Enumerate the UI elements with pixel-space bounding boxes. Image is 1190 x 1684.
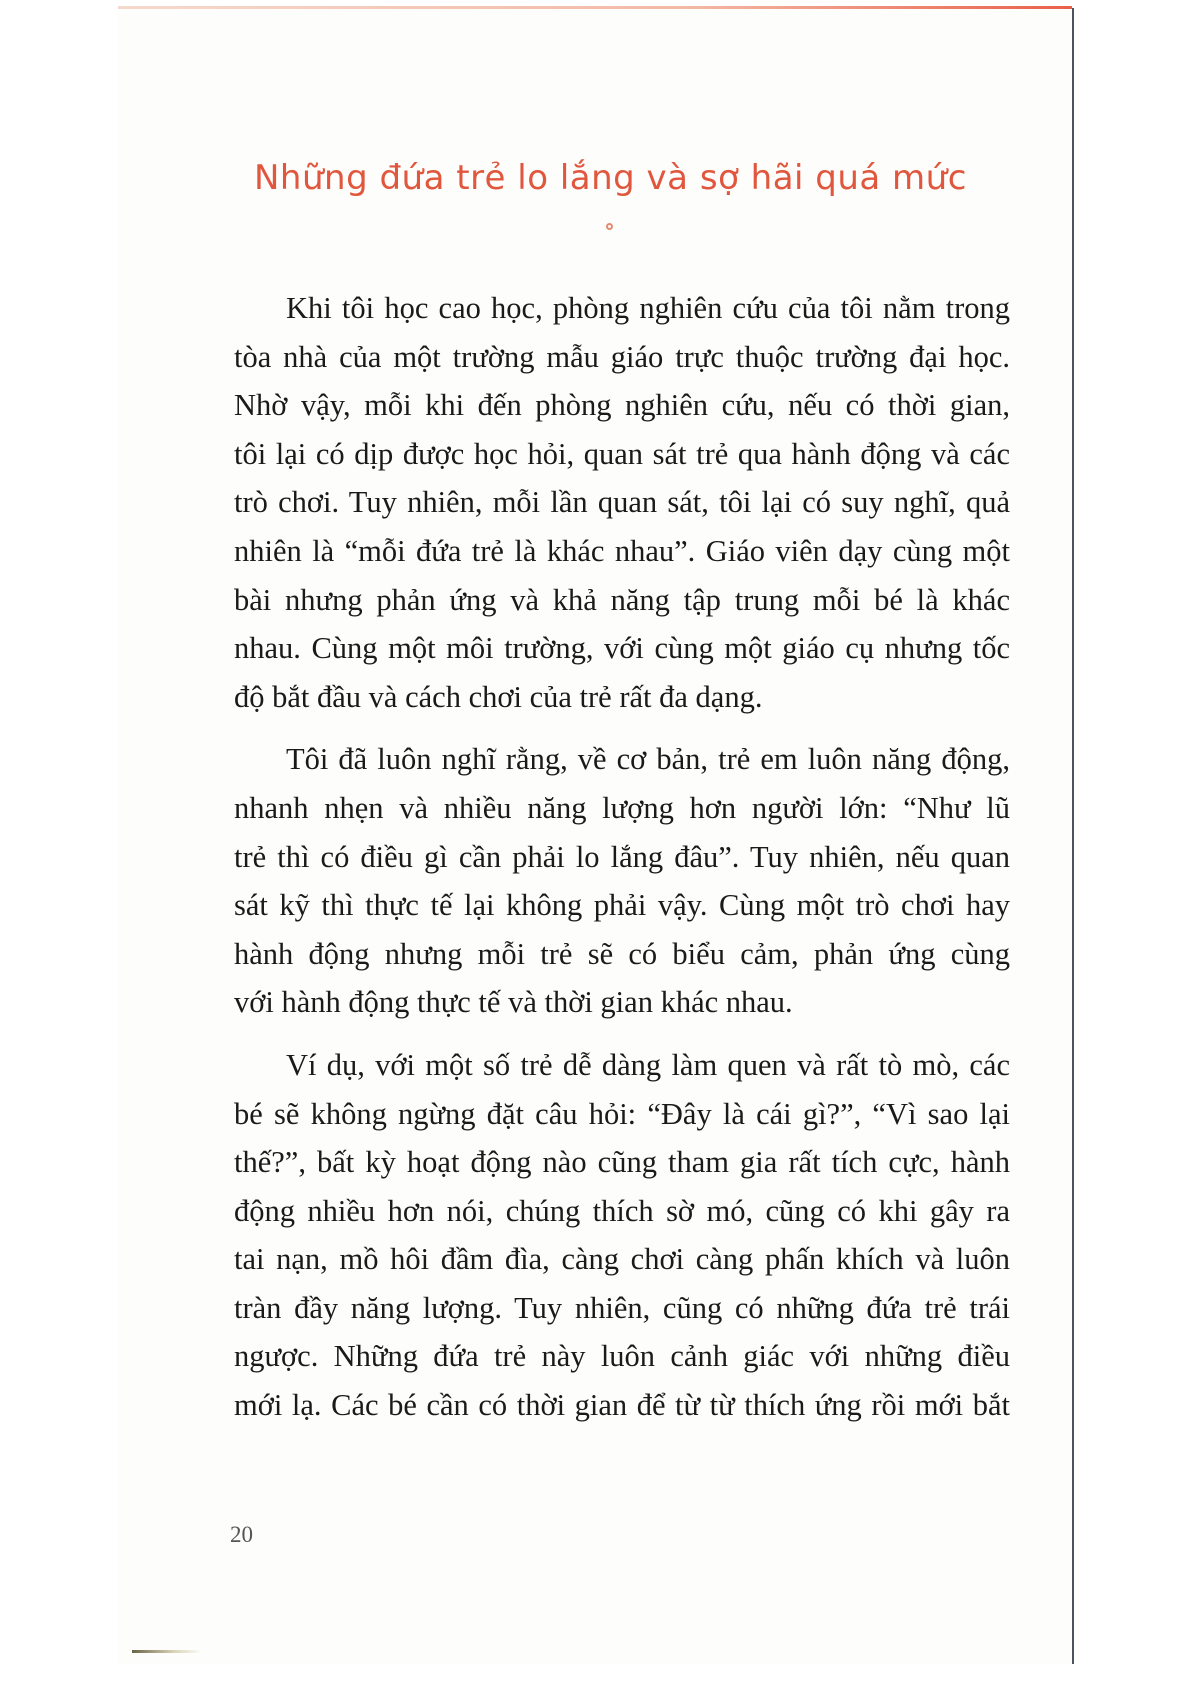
text-line: ngược. Những đứa trẻ này luôn cảnh giác với những điều [234,1339,1010,1374]
paragraph-2 [234,735,1010,1027]
page-number: 20 [230,1522,253,1547]
text-line: nhiên là “mỗi đứa trẻ là khác nhau”. Giáo viên dạy cùng một [234,533,1010,568]
text-line: Nhờ vậy, mỗi khi đến phòng nghiên cứu, nếu có thời gian, [234,388,1010,423]
text-line: thế?”, bất kỳ hoạt động nào cũng tham gia rất tích cực, hành [234,1145,1010,1180]
text-line: Tôi đã luôn nghĩ rằng, về cơ bản, trẻ em luôn năng động, [286,742,1010,777]
text-line: tòa nhà của một trường mẫu giáo trực thuộc trường đại học. [234,339,1010,374]
paragraph-3 [234,1041,1010,1430]
text-line: động nhiều hơn nói, chúng thích sờ mó, cũng có khi gây ra [234,1193,1010,1228]
chapter-title: Những đứa trẻ lo lắng và sợ hãi quá mức [254,158,967,198]
paragraph-1 [234,284,1010,721]
text-line: trẻ thì có điều gì cần phải lo lắng đâu”. Tuy nhiên, nếu quan [234,839,1010,874]
text-line: bài nhưng phản ứng và khả năng tập trung mỗi bé là khác [234,582,1010,617]
text-line: nhau. Cùng một môi trường, với cùng một giáo cụ nhưng tốc [234,631,1010,666]
text-line: với hành động thực tế và thời gian khác nhau. [234,985,793,1020]
text-line: Khi tôi học cao học, phòng nghiên cứu của tôi nằm trong [286,291,1010,325]
text-line: nhanh nhẹn và nhiều năng lượng hơn người lớn: “Như lũ [234,790,1010,825]
text-line: sát kỹ thì thực tế lại không phải vậy. Cùng một trò chơi hay [234,888,1010,923]
text-line: hành động nhưng mỗi trẻ sẽ có biểu cảm, phản ứng cùng [234,936,1010,971]
text-line: tai nạn, mồ hôi đầm đìa, càng chơi càng phấn khích và luôn [234,1242,1010,1277]
page-bottom-mark [132,1650,202,1653]
text-line: bé sẽ không ngừng đặt câu hỏi: “Đây là cái gì?”, “Vì sao lại [234,1096,1010,1131]
text-line: tôi lại có dịp được học hỏi, quan sát trẻ qua hành động và các [234,436,1010,471]
title-ornament-icon [606,223,613,230]
text-line: tràn đầy năng lượng. Tuy nhiên, cũng có những đứa trẻ trái [234,1290,1010,1325]
text-line: mới lạ. Các bé cần có thời gian để từ từ thích ứng rồi mới bắt [234,1388,1010,1423]
page-top-edge [118,6,1072,9]
text-line: trò chơi. Tuy nhiên, mỗi lần quan sát, tôi lại có suy nghĩ, quả [234,485,1010,520]
text-line: độ bắt đầu và cách chơi của trẻ rất đa dạng. [234,679,763,714]
text-line: Ví dụ, với một số trẻ dễ dàng làm quen và rất tò mò, các [286,1047,1010,1082]
body-text [234,284,1010,1430]
